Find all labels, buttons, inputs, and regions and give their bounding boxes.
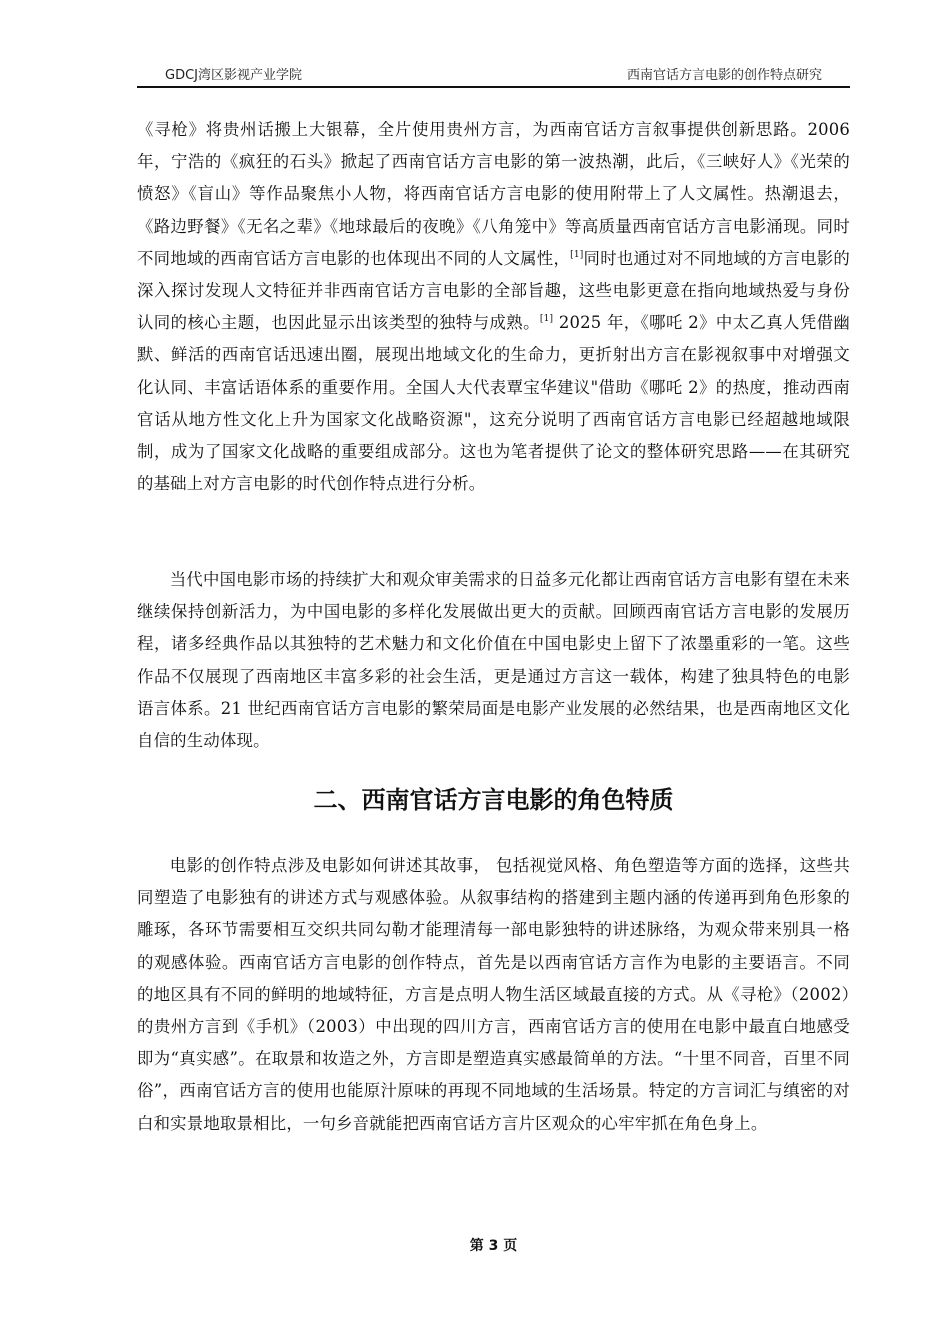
body-paragraph-3: 电影的创作特点涉及电影如何讲述其故事， 包括视觉风格、角色塑造等方面的选择，这些共同塑造了电影独有的讲述方式与观感体验。从叙事结构的搭建到主题内涵的传递再到角色形象的雕琢，各环节需要相互交织共同勾勒才能理清每一部电影独特的讲述脉络，为观众带来别具一格的观感体验。西南官话方言电影的创作特点，首先是以西南官话方言作为电影的主要语言。不同的地区具有不同的鲜明的地域特征，方言是点明人物生活区域最直接的方式。从《寻枪》（2002）的贵州方言到《手机》（2003）中出现的四川方言，西南官话方言的使用在电影中最直白地感受即为“真实感”。在取景和妆造之外，方言即是塑造真实感最简单的方法。“十里不同音，百里不同俗”，西南官话方言的使用也能原汁原味的再现不同地域的生活场景。特定的方言词汇与缜密的对白和实景地取景相比，一句乡音就能把西南官话方言片区观众的心牢牢抓在角色身上。: [137, 856, 850, 1133]
header-institution: GDCJ湾区影视产业学院: [165, 68, 302, 83]
citation-ref[interactable]: [1]: [570, 249, 584, 260]
header-divider: [137, 86, 850, 88]
page-number: 第 3 页: [469, 1238, 518, 1254]
paragraph-text: 同时也通过对不同地域的方言电影的深入探讨发现人文特征并非西南官话方言电影的全部旨趣，这些电影更意在指向地域热爱与身份认同的核心主题，也因此显示出该类型的独特与成熟。: [137, 248, 850, 333]
citation-ref[interactable]: [1]: [539, 314, 554, 325]
header-paper-title: 西南官话方言电影的创作特点研究: [626, 68, 822, 83]
paragraph-text: 2025 年，《哪吒 2》中太乙真人凭借幽默、鲜活的西南官话迅速出圈，展现出地域文化的生命力，更折射出方言在影视叙事中对增强文化认同、丰富话语体系的重要作用。全国人大代表覃宝华建议"借助《哪吒 2》的热度，推动西南官话从地方性文化上升为国家文化战略资源"，这充分说明了西南官话方言电影已经超越地域限制，成为了国家文化战略的重要组成部分。这也为笔者提供了论文的整体研究思路——在其研究的基础上对方言电影的时代创作特点进行分析。: [137, 313, 850, 494]
body-paragraph-1: [137, 114, 850, 500]
section-heading: 二、西南官话方言电影的角色特质: [313, 786, 674, 814]
paragraph-text: 《寻枪》将贵州话搬上大银幕，全片使用贵州方言，为西南官话方言叙事提供创新思路。2006 年，宁浩的《疯狂的石头》掀起了西南官话方言电影的第一波热潮，此后，《三峡好人》《光荣的愤怒》《盲山》等作品聚焦小人物，将西南官话方言电影的使用附带上了人文属性。热潮退去，《路边野餐》《无名之辈》《地球最后的夜晚》《八角笼中》等高质量西南官话方言电影涌现。同时不同地域的西南官话方言电影的也体现出不同的人文属性，: [137, 120, 850, 268]
page-header: [137, 66, 850, 86]
body-paragraph-2: 当代中国电影市场的持续扩大和观众审美需求的日益多元化都让西南官话方言电影有望在未来继续保持创新活力，为中国电影的多样化发展做出更大的贡献。回顾西南官话方言电影的发展历程，诸多经典作品以其独特的艺术魅力和文化价值在中国电影史上留下了浓墨重彩的一笔。这些作品不仅展现了西南地区丰富多彩的社会生活，更是通过方言这一载体，构建了独具特色的电影语言体系。21 世纪西南官话方言电影的繁荣局面是电影产业发展的必然结果，也是西南地区文化自信的生动体现。: [137, 570, 851, 751]
